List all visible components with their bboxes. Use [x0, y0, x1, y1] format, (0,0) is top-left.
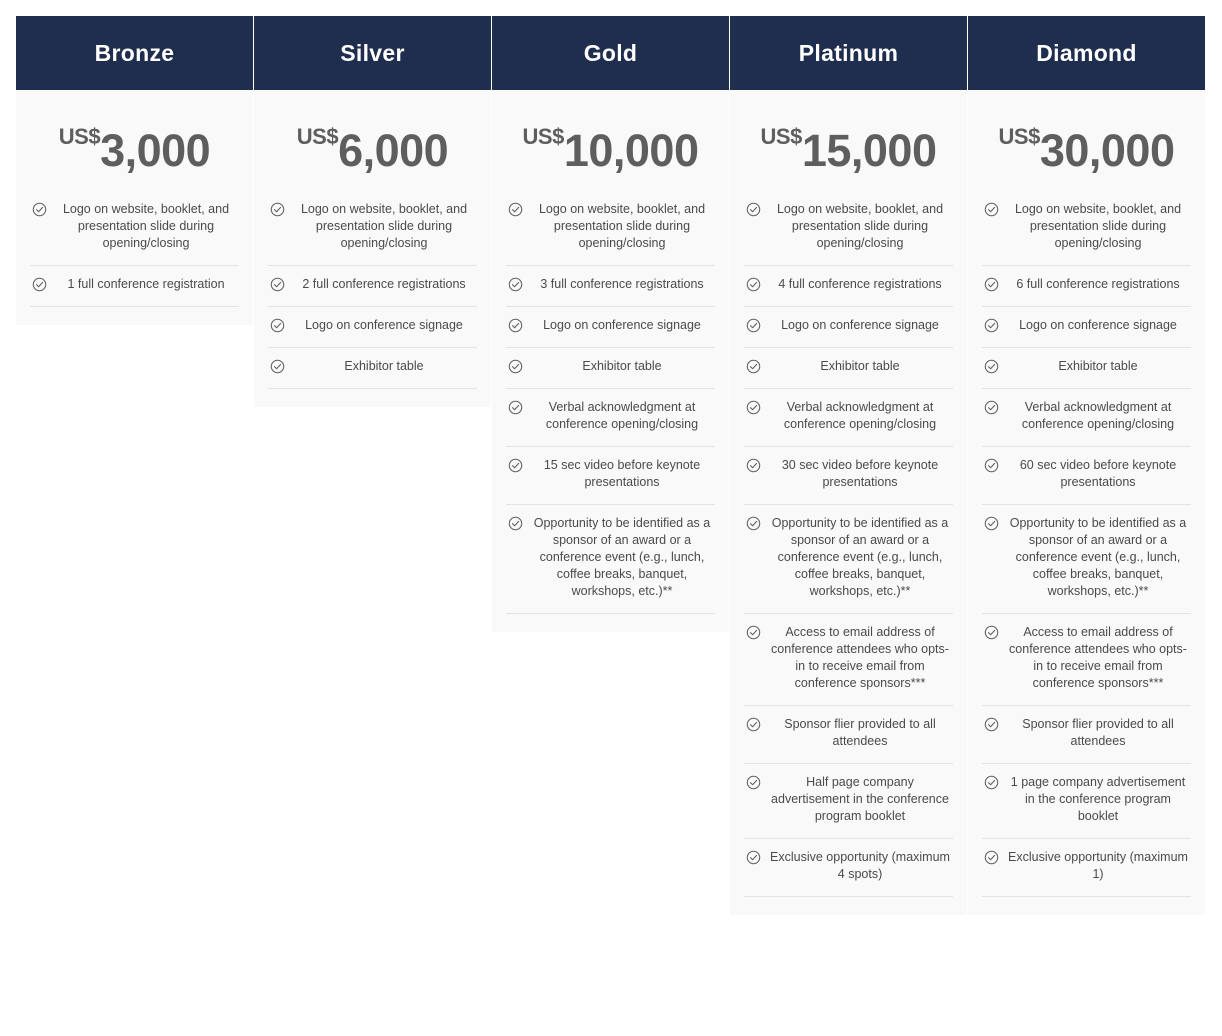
feature-label: 3 full conference registrations [540, 277, 704, 291]
feature-item [506, 348, 715, 389]
feature-item [982, 839, 1191, 897]
feature-label: Logo on website, booklet, and presentation slide during opening/closing [538, 202, 706, 250]
feature-label: 4 full conference registrations [778, 277, 942, 291]
tier-price [744, 104, 953, 191]
feature-label: Logo on website, booklet, and presentation slide during opening/closing [776, 202, 944, 250]
feature-label: Opportunity to be identified as a sponsor of an award or a conference event (e.g., lunch, coffee breaks, banquet, workshops, etc.)** [533, 516, 711, 598]
tier-body [16, 90, 253, 325]
check-circle-icon [746, 400, 761, 415]
check-circle-icon [508, 516, 523, 531]
feature-item [506, 307, 715, 348]
feature-item [744, 191, 953, 266]
check-circle-icon [984, 775, 999, 790]
price-amount: 3,000 [100, 125, 211, 176]
feature-item [982, 348, 1191, 389]
tier-name-gold: Gold [492, 16, 729, 90]
feature-item [982, 191, 1191, 266]
feature-label: Verbal acknowledgment at conference opening/closing [545, 400, 699, 431]
feature-list [744, 191, 953, 897]
feature-label: Exhibitor table [344, 359, 424, 373]
feature-label: Opportunity to be identified as a sponsor of an award or a conference event (e.g., lunch, coffee breaks, banquet, workshops, etc.)** [1009, 516, 1187, 598]
check-circle-icon [746, 516, 761, 531]
feature-item [506, 266, 715, 307]
feature-label: 1 full conference registration [67, 277, 225, 291]
currency-label: US$ [760, 124, 802, 149]
feature-label: 2 full conference registrations [302, 277, 466, 291]
price-amount: 15,000 [801, 125, 937, 176]
feature-label: Logo on conference signage [543, 318, 701, 332]
feature-item [268, 348, 477, 389]
feature-label: Logo on website, booklet, and presentation slide during opening/closing [62, 202, 230, 250]
feature-label: Access to email address of conference attendees who opts-in to receive email from conference sponsors*** [771, 625, 949, 690]
check-circle-icon [32, 277, 47, 292]
check-circle-icon [746, 625, 761, 640]
price-amount: 6,000 [338, 125, 449, 176]
feature-label: 6 full conference registrations [1016, 277, 1180, 291]
tier-column [16, 16, 253, 325]
feature-item [268, 266, 477, 307]
check-circle-icon [984, 400, 999, 415]
check-circle-icon [984, 625, 999, 640]
tier-body [254, 90, 491, 407]
check-circle-icon [746, 458, 761, 473]
check-circle-icon [508, 359, 523, 374]
tier-column [968, 16, 1205, 915]
feature-item [506, 505, 715, 614]
feature-item [744, 764, 953, 839]
feature-label: Access to email address of conference attendees who opts-in to receive email from conference sponsors*** [1009, 625, 1187, 690]
feature-item [744, 307, 953, 348]
check-circle-icon [746, 318, 761, 333]
check-circle-icon [746, 717, 761, 732]
check-circle-icon [984, 516, 999, 531]
feature-item [744, 348, 953, 389]
tier-price [506, 104, 715, 191]
check-circle-icon [984, 277, 999, 292]
check-circle-icon [746, 202, 761, 217]
check-circle-icon [508, 202, 523, 217]
feature-item [982, 307, 1191, 348]
check-circle-icon [508, 400, 523, 415]
feature-label: Logo on conference signage [305, 318, 463, 332]
feature-item [744, 266, 953, 307]
feature-list [30, 191, 239, 307]
feature-item [744, 614, 953, 706]
feature-item [268, 307, 477, 348]
feature-label: 30 sec video before keynote presentations [781, 458, 939, 489]
tier-name-platinum: Platinum [730, 16, 967, 90]
feature-label: Half page company advertisement in the conference program booklet [771, 775, 949, 823]
feature-label: Exhibitor table [1058, 359, 1138, 373]
feature-item [30, 191, 239, 266]
feature-list [982, 191, 1191, 897]
feature-label: 60 sec video before keynote presentations [1019, 458, 1177, 489]
feature-item [744, 505, 953, 614]
feature-item [744, 839, 953, 897]
check-circle-icon [508, 277, 523, 292]
check-circle-icon [508, 318, 523, 333]
feature-label: Logo on website, booklet, and presentation slide during opening/closing [1014, 202, 1182, 250]
check-circle-icon [270, 318, 285, 333]
tier-column [492, 16, 729, 632]
feature-label: Exclusive opportunity (maximum 4 spots) [770, 850, 950, 881]
feature-item [744, 389, 953, 447]
feature-item [982, 614, 1191, 706]
feature-label: Exhibitor table [582, 359, 662, 373]
currency-label: US$ [296, 124, 339, 149]
feature-item [506, 389, 715, 447]
check-circle-icon [984, 850, 999, 865]
feature-item [982, 389, 1191, 447]
check-circle-icon [746, 775, 761, 790]
tier-price [982, 104, 1191, 191]
price-amount: 10,000 [563, 125, 699, 176]
feature-item [506, 447, 715, 505]
currency-label: US$ [522, 124, 564, 149]
feature-item [982, 447, 1191, 505]
feature-label: 15 sec video before keynote presentations [543, 458, 701, 489]
feature-label: 1 page company advertisement in the conference program booklet [1010, 775, 1186, 823]
feature-label: Exhibitor table [820, 359, 900, 373]
feature-label: Verbal acknowledgment at conference opening/closing [1021, 400, 1175, 431]
feature-item [744, 447, 953, 505]
check-circle-icon [746, 850, 761, 865]
feature-item [30, 266, 239, 307]
check-circle-icon [270, 277, 285, 292]
feature-list [506, 191, 715, 614]
tier-price [268, 104, 477, 191]
feature-label: Verbal acknowledgment at conference opening/closing [783, 400, 937, 431]
check-circle-icon [746, 359, 761, 374]
feature-item [506, 191, 715, 266]
feature-label: Exclusive opportunity (maximum 1) [1008, 850, 1188, 881]
feature-item [268, 191, 477, 266]
check-circle-icon [984, 458, 999, 473]
feature-list [268, 191, 477, 389]
tier-column [730, 16, 967, 915]
tier-name-silver: Silver [254, 16, 491, 90]
feature-item [982, 706, 1191, 764]
tier-name-bronze: Bronze [16, 16, 253, 90]
feature-item [982, 764, 1191, 839]
feature-item [982, 505, 1191, 614]
check-circle-icon [270, 202, 285, 217]
tier-body [968, 90, 1205, 915]
feature-item [982, 266, 1191, 307]
check-circle-icon [984, 717, 999, 732]
feature-item [744, 706, 953, 764]
currency-label: US$ [58, 124, 101, 149]
check-circle-icon [508, 458, 523, 473]
feature-label: Opportunity to be identified as a sponsor of an award or a conference event (e.g., lunch, coffee breaks, banquet, workshops, etc.)** [771, 516, 949, 598]
feature-label: Logo on website, booklet, and presentation slide during opening/closing [300, 202, 468, 250]
feature-label: Logo on conference signage [1019, 318, 1177, 332]
tier-name-diamond: Diamond [968, 16, 1205, 90]
check-circle-icon [32, 202, 47, 217]
price-amount: 30,000 [1039, 125, 1175, 176]
check-circle-icon [270, 359, 285, 374]
check-circle-icon [746, 277, 761, 292]
check-circle-icon [984, 202, 999, 217]
tier-price [30, 104, 239, 191]
tier-column [254, 16, 491, 407]
feature-label: Logo on conference signage [781, 318, 939, 332]
tier-body [730, 90, 967, 915]
check-circle-icon [984, 318, 999, 333]
tier-body [492, 90, 729, 632]
check-circle-icon [984, 359, 999, 374]
feature-label: Sponsor flier provided to all attendees [1022, 717, 1174, 748]
feature-label: Sponsor flier provided to all attendees [784, 717, 936, 748]
currency-label: US$ [998, 124, 1040, 149]
